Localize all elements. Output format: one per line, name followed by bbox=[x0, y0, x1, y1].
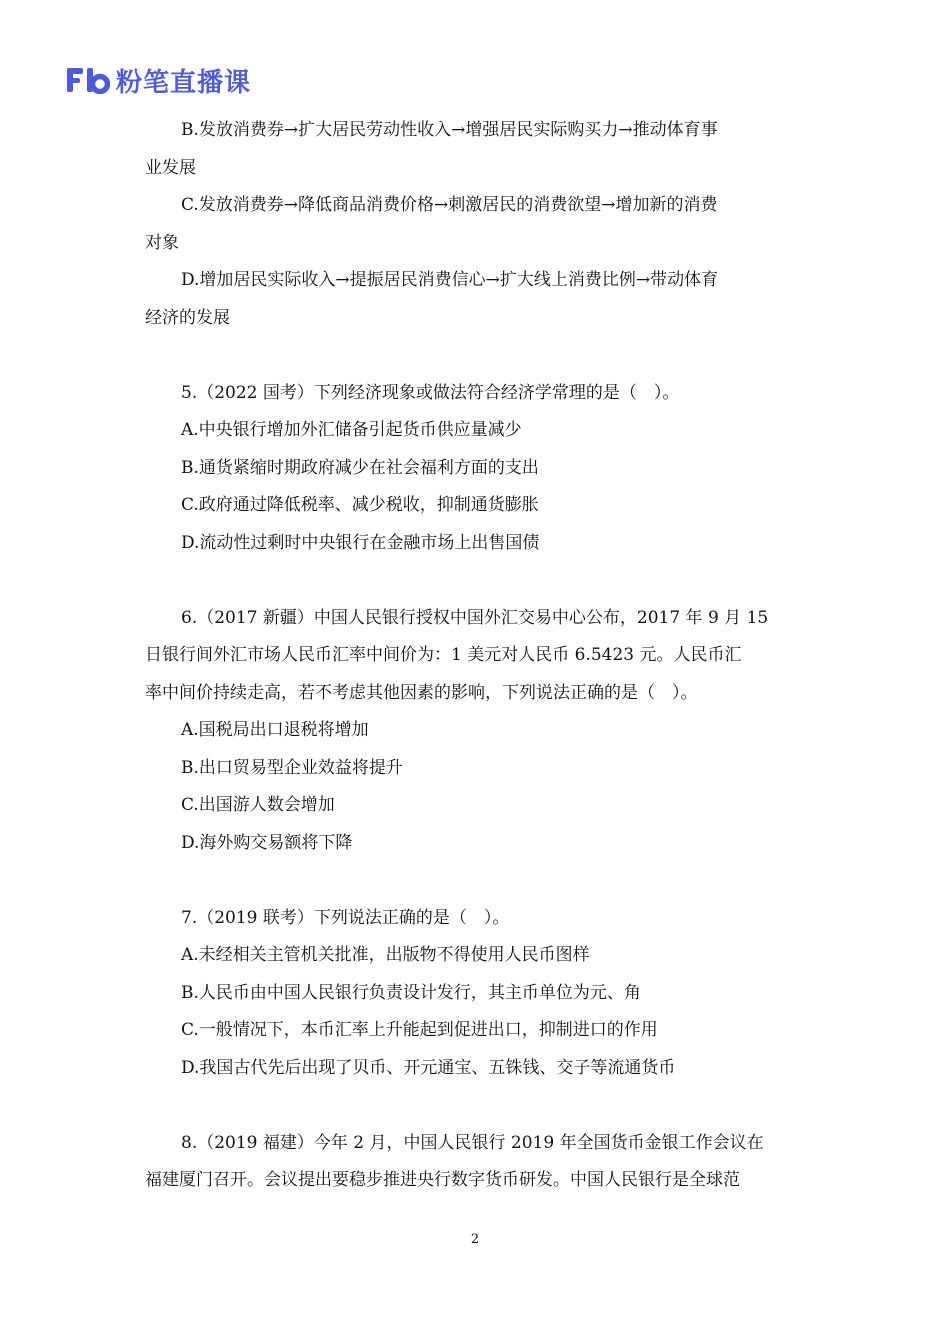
document-body bbox=[145, 112, 813, 1200]
text-line: C.出国游人数会增加 bbox=[181, 795, 335, 815]
text-line: D.流动性过剩时中央银行在金融市场上出售国债 bbox=[181, 532, 540, 553]
paragraph-gap bbox=[145, 562, 813, 600]
brand-logo bbox=[66, 62, 251, 98]
paragraph bbox=[145, 712, 813, 750]
paragraph-gap bbox=[145, 862, 813, 900]
text-line: 业发展 bbox=[145, 157, 196, 178]
fb-logo-icon bbox=[66, 66, 110, 94]
text-line: B.出口贸易型企业效益将提升 bbox=[181, 757, 403, 778]
text-line: 7.（2019 联考）下列说法正确的是（ ）。 bbox=[181, 907, 510, 928]
paragraph-gap bbox=[145, 337, 813, 375]
text-line: 5.（2022 国考）下列经济现象或做法符合经济学常理的是（ ）。 bbox=[181, 382, 680, 403]
text-line: A.中央银行增加外汇储备引起货币供应量减少 bbox=[181, 420, 522, 440]
paragraph bbox=[145, 1012, 813, 1050]
text-line: B.发放消费券→扩大居民劳动性收入→增强居民实际购买力→推动体育事 bbox=[181, 120, 718, 140]
paragraph bbox=[145, 412, 813, 450]
paragraph bbox=[145, 525, 813, 563]
paragraph bbox=[145, 937, 813, 975]
text-line: 对象 bbox=[145, 232, 179, 253]
paragraph bbox=[145, 375, 813, 413]
paragraph bbox=[145, 787, 813, 825]
text-line: C.政府通过降低税率、减少税收，抑制通货膨胀 bbox=[181, 495, 539, 515]
brand-name: 粉笔直播课 bbox=[116, 67, 252, 98]
paragraph bbox=[145, 975, 813, 1013]
paragraph bbox=[145, 450, 813, 488]
text-line: 日银行间外汇市场人民币汇率中间价为：1 美元对人民币 6.5423 元。人民币汇 bbox=[145, 645, 742, 665]
paragraph bbox=[145, 600, 813, 713]
text-line: A.国税局出口退税将增加 bbox=[181, 720, 369, 740]
paragraph bbox=[145, 825, 813, 863]
page-number: 2 bbox=[470, 1232, 480, 1247]
text-line: D.增加居民实际收入→提振居民消费信心→扩大线上消费比例→带动体育 bbox=[181, 270, 719, 290]
text-line: 率中间价持续走高，若不考虑其他因素的影响，下列说法正确的是（ ）。 bbox=[145, 682, 698, 703]
paragraph bbox=[145, 112, 813, 187]
paragraph bbox=[145, 750, 813, 788]
text-line: 经济的发展 bbox=[145, 307, 230, 328]
paragraph bbox=[145, 487, 813, 525]
paragraph bbox=[145, 1050, 813, 1088]
text-line: A.未经相关主管机关批准，出版物不得使用人民币图样 bbox=[181, 945, 590, 965]
paragraph-gap bbox=[145, 1087, 813, 1125]
text-line: B.通货紧缩时期政府减少在社会福利方面的支出 bbox=[181, 457, 539, 478]
paragraph bbox=[145, 262, 813, 337]
text-line: C.发放消费券→降低商品消费价格→刺激居民的消费欲望→增加新的消费 bbox=[181, 195, 718, 215]
text-line: 福建厦门召开。会议提出要稳步推进央行数字货币研发。中国人民银行是全球范 bbox=[145, 1170, 740, 1190]
paragraph bbox=[145, 1125, 813, 1200]
text-line: 6.（2017 新疆）中国人民银行授权中国外汇交易中心公布，2017 年 9 月 15 bbox=[181, 607, 769, 628]
text-line: C.一般情况下，本币汇率上升能起到促进出口，抑制进口的作用 bbox=[181, 1020, 658, 1040]
text-line: 8.（2019 福建）今年 2 月，中国人民银行 2019 年全国货币金银工作会议在 bbox=[181, 1132, 764, 1153]
text-line: B.人民币由中国人民银行负责设计发行，其主币单位为元、角 bbox=[181, 982, 641, 1003]
text-line: D.我国古代先后出现了贝币、开元通宝、五铢钱、交子等流通货币 bbox=[181, 1057, 676, 1078]
paragraph bbox=[145, 187, 813, 262]
paragraph bbox=[145, 900, 813, 938]
text-line: D.海外购交易额将下降 bbox=[181, 832, 353, 853]
